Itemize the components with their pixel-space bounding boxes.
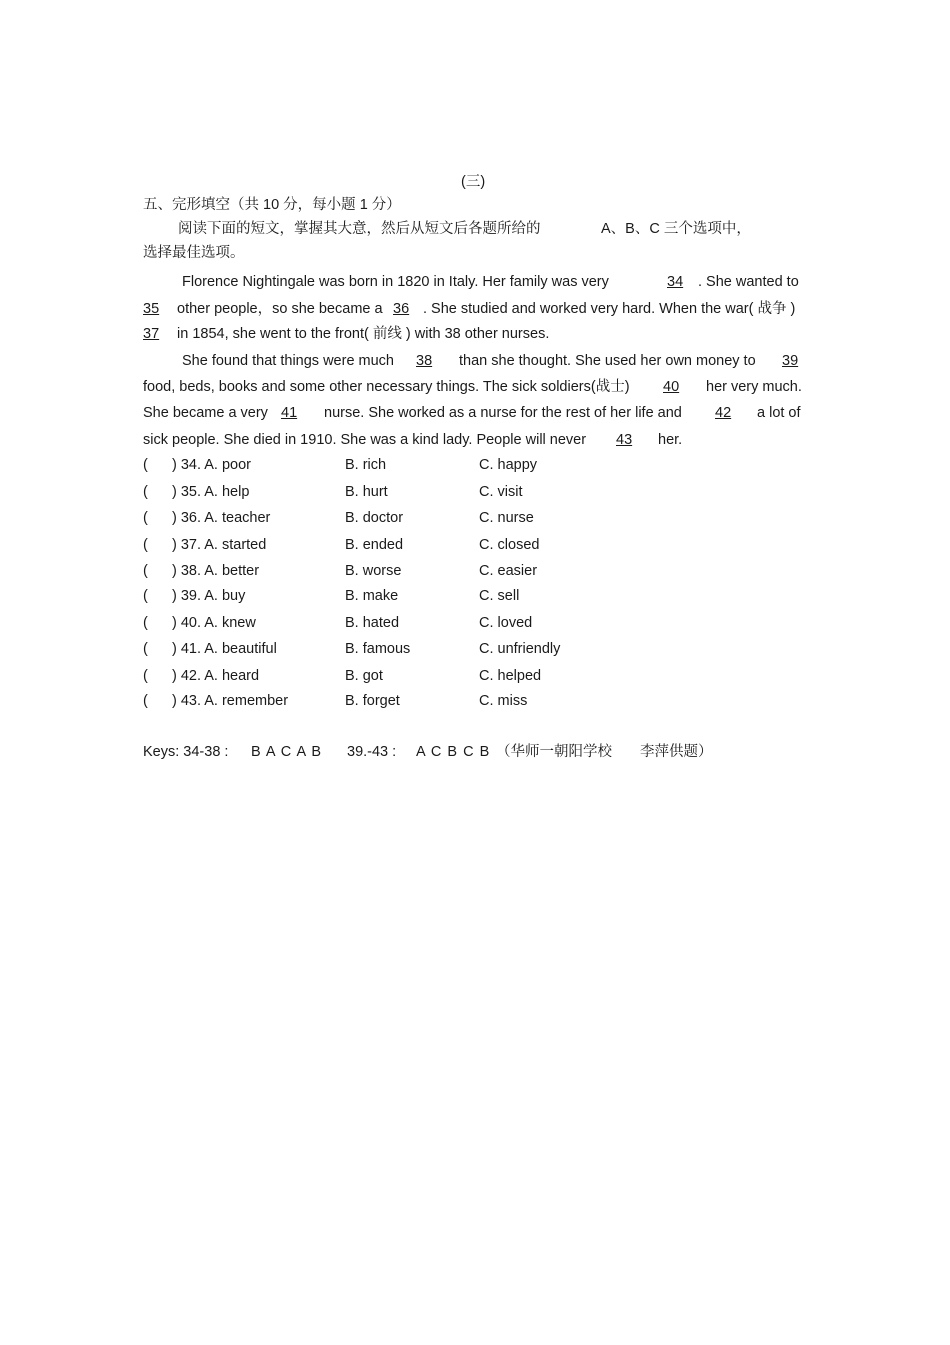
question-option-b: B. hurt bbox=[345, 484, 388, 500]
question-option-a: ) 37. A. started bbox=[172, 537, 267, 553]
keys-label-2: 39.-43 : bbox=[347, 744, 397, 760]
question-option-b: B. famous bbox=[345, 641, 411, 657]
blank-42: 42 bbox=[715, 405, 732, 421]
instruction-options: A、B、C 三个选项中， bbox=[601, 221, 751, 237]
blank-39: 39 bbox=[782, 353, 799, 369]
question-option-c: C. helped bbox=[479, 668, 542, 684]
blank-38: 38 bbox=[416, 353, 433, 369]
question-option-c: C. nurse bbox=[479, 510, 534, 526]
blank-34: 34 bbox=[667, 274, 684, 290]
question-option-b: B. forget bbox=[345, 693, 400, 709]
question-option-a: ) 35. A. help bbox=[172, 484, 250, 500]
keys-credit-author: 李萍供题） bbox=[640, 744, 713, 760]
question-option-c: C. loved bbox=[479, 615, 533, 631]
blank-36: 36 bbox=[393, 301, 410, 317]
blank-41: 41 bbox=[281, 405, 298, 421]
question-option-b: B. hated bbox=[345, 615, 400, 631]
instruction-text: 阅读下面的短文，掌握其大意，然后从短文后各题所给的 bbox=[178, 221, 541, 237]
answer-paren: ( bbox=[143, 588, 148, 604]
blank-37: 37 bbox=[143, 326, 160, 342]
keys-second: A C B C B bbox=[416, 744, 490, 760]
section-heading: 五、完形填空（共 10 分，每小题 1 分） bbox=[143, 197, 401, 213]
question-option-a: ) 36. A. teacher bbox=[172, 510, 271, 526]
keys-credit-school: （华师一朝阳学校 bbox=[496, 744, 612, 760]
blank-35: 35 bbox=[143, 301, 160, 317]
question-option-b: B. got bbox=[345, 668, 383, 684]
question-option-b: B. make bbox=[345, 588, 399, 604]
question-option-b: B. ended bbox=[345, 537, 404, 553]
passage-line-7a: sick people. She died in 1910. She was a kind lady. People will never bbox=[143, 432, 587, 448]
answer-paren: ( bbox=[143, 563, 148, 579]
question-option-c: C. visit bbox=[479, 484, 523, 500]
answer-paren: ( bbox=[143, 641, 148, 657]
question-option-c: C. sell bbox=[479, 588, 520, 604]
question-option-a: ) 38. A. better bbox=[172, 563, 260, 579]
blank-40: 40 bbox=[663, 379, 680, 395]
passage-line-1a: Florence Nightingale was born in 1820 in Italy. Her family was very bbox=[182, 274, 609, 290]
question-option-b: B. worse bbox=[345, 563, 402, 579]
blank-43: 43 bbox=[616, 432, 633, 448]
keys-first: B A C A B bbox=[251, 744, 322, 760]
answer-paren: ( bbox=[143, 668, 148, 684]
question-option-b: B. rich bbox=[345, 457, 387, 473]
question-option-a: ) 41. A. beautiful bbox=[172, 641, 277, 657]
question-option-a: ) 40. A. knew bbox=[172, 615, 256, 631]
keys-label: Keys: 34-38 : bbox=[143, 744, 229, 760]
question-option-a: ) 34. A. poor bbox=[172, 457, 251, 473]
answer-paren: ( bbox=[143, 457, 148, 473]
question-option-c: C. closed bbox=[479, 537, 540, 553]
instruction-line-1 bbox=[178, 220, 541, 238]
question-option-a: ) 39. A. buy bbox=[172, 588, 246, 604]
passage-line-5b: her very much. bbox=[706, 379, 802, 395]
passage-line-6a: She became a very bbox=[143, 405, 268, 421]
answer-paren: ( bbox=[143, 615, 148, 631]
answer-paren: ( bbox=[143, 510, 148, 526]
question-option-c: C. miss bbox=[479, 693, 528, 709]
passage-line-5a: food, beds, books and some other necessary things. The sick soldiers(战士) bbox=[143, 379, 630, 395]
question-option-c: C. unfriendly bbox=[479, 641, 561, 657]
passage-line-2b: . She studied and worked very hard. When the war( 战争 ) bbox=[423, 301, 796, 317]
answer-paren: ( bbox=[143, 537, 148, 553]
passage-line-4a: She found that things were much bbox=[182, 353, 394, 369]
question-option-c: C. happy bbox=[479, 457, 538, 473]
question-option-a: ) 42. A. heard bbox=[172, 668, 260, 684]
question-option-a: ) 43. A. remember bbox=[172, 693, 289, 709]
passage-line-7b: her. bbox=[658, 432, 683, 448]
answer-paren: ( bbox=[143, 484, 148, 500]
instruction-line-2: 选择最佳选项。 bbox=[143, 245, 245, 261]
passage-line-6c: a lot of bbox=[757, 405, 801, 421]
question-option-c: C. easier bbox=[479, 563, 538, 579]
section-number: (三) bbox=[461, 174, 486, 190]
question-option-b: B. doctor bbox=[345, 510, 404, 526]
passage-line-3: in 1854, she went to the front( 前线 ) with 38 other nurses. bbox=[177, 326, 550, 342]
passage-line-2a: other people，so she became a bbox=[177, 301, 383, 317]
passage-line-6b: nurse. She worked as a nurse for the rest of her life and bbox=[324, 405, 682, 421]
passage-line-4b: than she thought. She used her own money to bbox=[459, 353, 756, 369]
passage-line-1b: . She wanted to bbox=[698, 274, 799, 290]
answer-paren: ( bbox=[143, 693, 148, 709]
